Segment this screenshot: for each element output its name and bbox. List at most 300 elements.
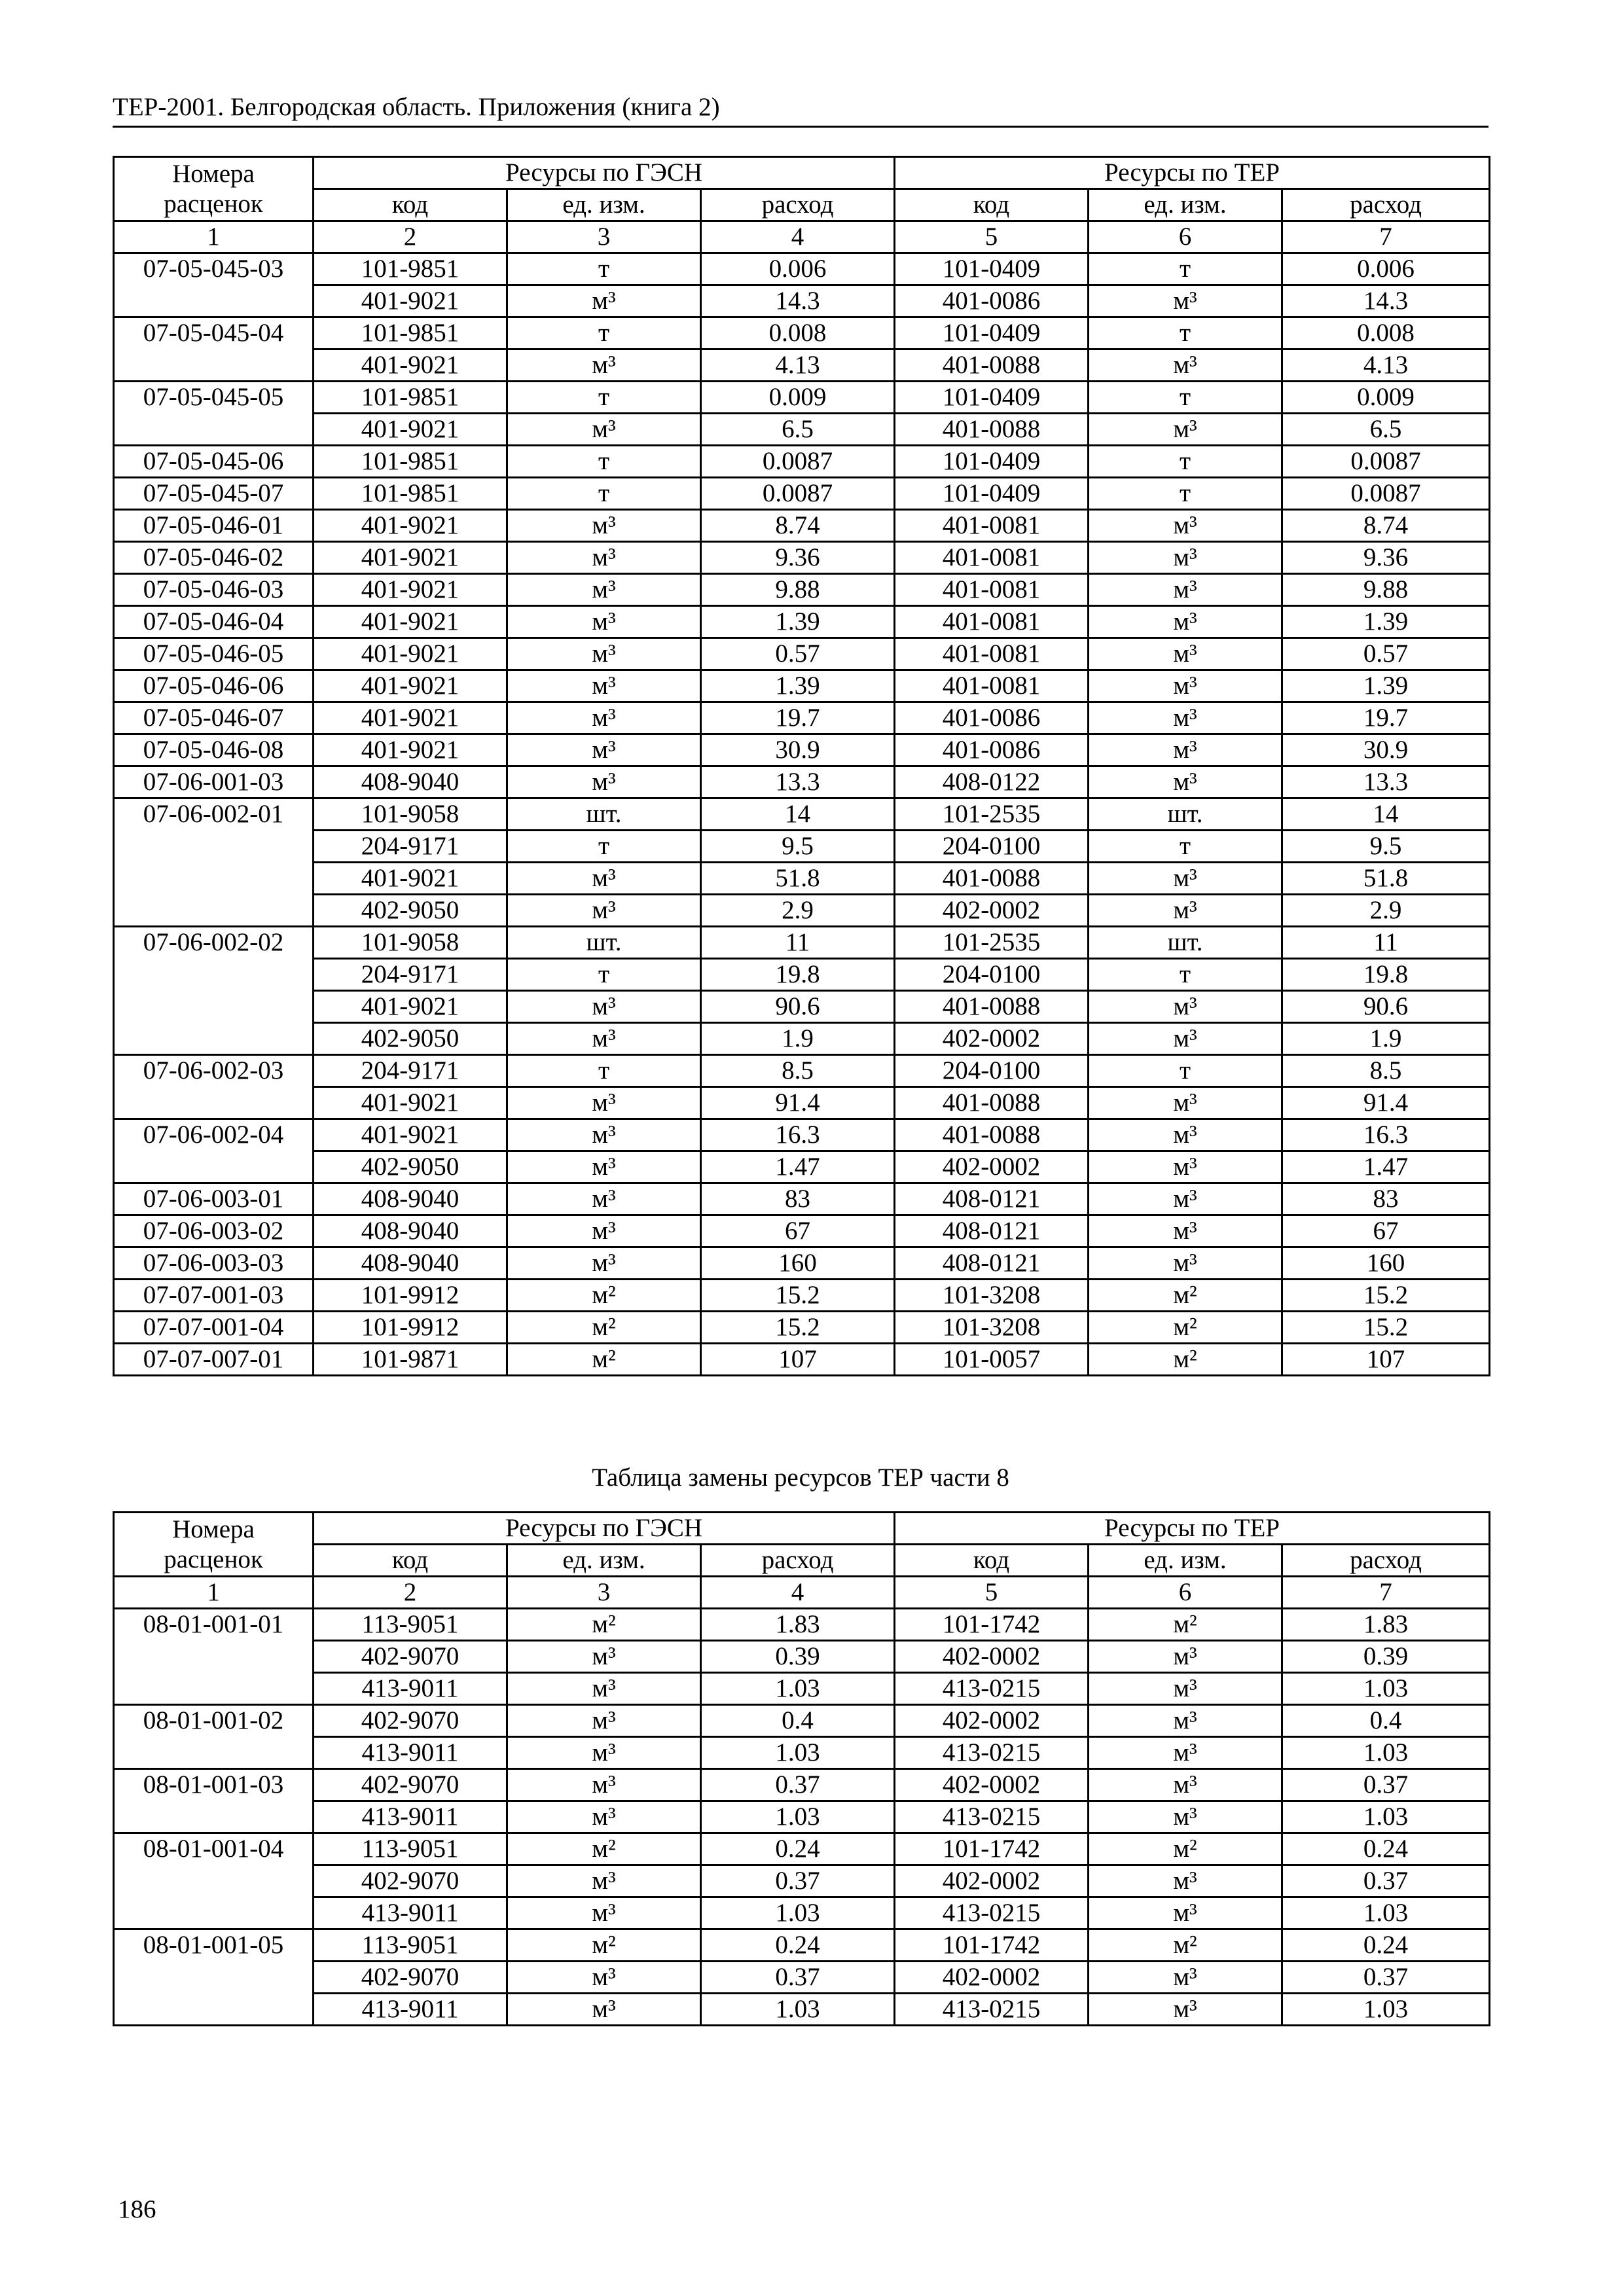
ter-code-cell: 401-0081	[895, 510, 1089, 542]
column-number: 1	[114, 221, 314, 253]
gesn-consumption-cell: 91.4	[701, 1087, 895, 1119]
gesn-code-cell: 408-9040	[314, 1215, 507, 1247]
ter-consumption-cell: 1.47	[1282, 1151, 1490, 1183]
gesn-code-cell: 401-9021	[314, 510, 507, 542]
ter-unit-cell: шт.	[1089, 927, 1282, 959]
gesn-code-cell: 402-9050	[314, 1151, 507, 1183]
ter-code-cell: 413-0215	[895, 1994, 1089, 2026]
gesn-unit-cell: м³	[507, 702, 701, 734]
gesn-code-cell: 408-9040	[314, 1183, 507, 1215]
gesn-unit-cell: м²	[507, 1929, 701, 1962]
gesn-code-cell: 401-9021	[314, 702, 507, 734]
gesn-code-cell: 204-9171	[314, 959, 507, 991]
gesn-code-cell: 401-9021	[314, 574, 507, 606]
table-row	[114, 414, 1490, 446]
gesn-consumption-cell: 90.6	[701, 991, 895, 1023]
gesn-code-cell: 413-9011	[314, 1897, 507, 1929]
table2-body	[114, 1609, 1490, 2026]
gesn-unit-cell: м³	[507, 638, 701, 670]
column-number: 4	[701, 221, 895, 253]
ter-code-cell: 204-0100	[895, 959, 1089, 991]
ter-unit-cell: м³	[1089, 702, 1282, 734]
table-row	[114, 1151, 1490, 1183]
subheader-row	[114, 1545, 1490, 1577]
ter-consumption-cell: 4.13	[1282, 350, 1490, 382]
ter-unit-cell: м³	[1089, 863, 1282, 895]
table-row	[114, 670, 1490, 702]
gesn-code-cell: 402-9050	[314, 895, 507, 927]
gesn-consumption-cell: 0.37	[701, 1865, 895, 1897]
ter-code-cell: 101-3208	[895, 1280, 1089, 1312]
gesn-code-cell: 101-9851	[314, 446, 507, 478]
gesn-unit-cell: т	[507, 446, 701, 478]
gesn-unit-cell: м³	[507, 991, 701, 1023]
gesn-unit-cell: м²	[507, 1344, 701, 1376]
ter-consumption-cell: 9.36	[1282, 542, 1490, 574]
table-row	[114, 1673, 1490, 1705]
ter-code-cell: 402-0002	[895, 1865, 1089, 1897]
table-row	[114, 959, 1490, 991]
subheader-code: код	[895, 1545, 1089, 1577]
gesn-consumption-cell: 14.3	[701, 285, 895, 317]
rate-number-cell: 07-06-001-03	[114, 766, 314, 798]
gesn-unit-cell: м³	[507, 895, 701, 927]
gesn-consumption-cell: 1.03	[701, 1737, 895, 1769]
table-row	[114, 510, 1490, 542]
ter-code-cell: 101-0409	[895, 317, 1089, 350]
gesn-unit-cell: т	[507, 831, 701, 863]
gesn-code-cell: 113-9051	[314, 1609, 507, 1641]
gesn-unit-cell: м²	[507, 1312, 701, 1344]
gesn-unit-cell: м³	[507, 1673, 701, 1705]
ter-code-cell: 101-0057	[895, 1344, 1089, 1376]
gesn-code-cell: 402-9070	[314, 1769, 507, 1801]
table-row	[114, 798, 1490, 831]
table-row	[114, 1312, 1490, 1344]
gesn-unit-cell: м³	[507, 350, 701, 382]
table-row	[114, 1247, 1490, 1280]
gesn-unit-cell: т	[507, 317, 701, 350]
page-header: ТЕР-2001. Белгородская область. Приложения (книга 2)	[113, 90, 1489, 128]
gesn-consumption-cell: 0.39	[701, 1641, 895, 1673]
ter-consumption-cell: 0.006	[1282, 253, 1490, 285]
gesn-code-cell: 413-9011	[314, 1994, 507, 2026]
ter-consumption-cell: 1.39	[1282, 606, 1490, 638]
page-number: 186	[118, 2195, 156, 2223]
gesn-code-cell: 401-9021	[314, 991, 507, 1023]
gesn-consumption-cell: 8.5	[701, 1055, 895, 1087]
subheader-consumption: расход	[701, 189, 895, 221]
gesn-code-cell: 113-9051	[314, 1929, 507, 1962]
subheader-unit: ед. изм.	[507, 189, 701, 221]
ter-unit-cell: т	[1089, 317, 1282, 350]
ter-code-cell: 402-0002	[895, 1769, 1089, 1801]
ter-unit-cell: м³	[1089, 1215, 1282, 1247]
gesn-consumption-cell: 15.2	[701, 1312, 895, 1344]
column-number: 1	[114, 1577, 314, 1609]
gesn-consumption-cell: 67	[701, 1215, 895, 1247]
gesn-code-cell: 408-9040	[314, 766, 507, 798]
table-row	[114, 1023, 1490, 1055]
table2-caption: Таблица замены ресурсов ТЕР части 8	[592, 1463, 1009, 1492]
ter-consumption-cell: 0.0087	[1282, 478, 1490, 510]
ter-unit-cell: м³	[1089, 734, 1282, 766]
ter-unit-cell: м³	[1089, 1087, 1282, 1119]
gesn-code-cell: 413-9011	[314, 1801, 507, 1833]
ter-code-cell: 401-0088	[895, 414, 1089, 446]
table-row	[114, 863, 1490, 895]
gesn-code-cell: 101-9058	[314, 798, 507, 831]
ter-code-cell: 101-2535	[895, 927, 1089, 959]
header-ter-resources: Ресурсы по ТЕР	[895, 157, 1490, 189]
table-row	[114, 1929, 1490, 1962]
table-row	[114, 1215, 1490, 1247]
gesn-consumption-cell: 16.3	[701, 1119, 895, 1151]
ter-consumption-cell: 30.9	[1282, 734, 1490, 766]
ter-code-cell: 402-0002	[895, 1962, 1089, 1994]
gesn-unit-cell: м³	[507, 1215, 701, 1247]
table-row	[114, 1055, 1490, 1087]
gesn-unit-cell: м²	[507, 1833, 701, 1865]
gesn-consumption-cell: 30.9	[701, 734, 895, 766]
gesn-consumption-cell: 0.009	[701, 382, 895, 414]
ter-code-cell: 204-0100	[895, 1055, 1089, 1087]
rate-number-cell: 07-05-046-02	[114, 542, 314, 574]
rate-number-cell: 07-06-003-03	[114, 1247, 314, 1280]
gesn-unit-cell: м³	[507, 1119, 701, 1151]
subheader-unit: ед. изм.	[1089, 189, 1282, 221]
rate-number-cell: 07-06-003-02	[114, 1215, 314, 1247]
ter-code-cell: 402-0002	[895, 1705, 1089, 1737]
gesn-code-cell: 401-9021	[314, 863, 507, 895]
gesn-unit-cell: м³	[507, 670, 701, 702]
gesn-code-cell: 101-9912	[314, 1312, 507, 1344]
rate-number-cell: 08-01-001-01	[114, 1609, 314, 1705]
gesn-unit-cell: м³	[507, 1641, 701, 1673]
gesn-unit-cell: м³	[507, 1247, 701, 1280]
ter-unit-cell: м³	[1089, 606, 1282, 638]
gesn-consumption-cell: 19.8	[701, 959, 895, 991]
column-number-row	[114, 1577, 1490, 1609]
gesn-unit-cell: м³	[507, 1705, 701, 1737]
gesn-unit-cell: м³	[507, 1087, 701, 1119]
gesn-unit-cell: м³	[507, 1151, 701, 1183]
table-row	[114, 574, 1490, 606]
table-row	[114, 1087, 1490, 1119]
ter-unit-cell: шт.	[1089, 798, 1282, 831]
table-row	[114, 1183, 1490, 1215]
ter-unit-cell: м³	[1089, 1769, 1282, 1801]
table-row	[114, 478, 1490, 510]
table-row	[114, 542, 1490, 574]
gesn-consumption-cell: 2.9	[701, 895, 895, 927]
ter-unit-cell: м³	[1089, 1737, 1282, 1769]
gesn-unit-cell: м²	[507, 1280, 701, 1312]
table-row	[114, 638, 1490, 670]
gesn-code-cell: 101-9851	[314, 253, 507, 285]
ter-code-cell: 101-0409	[895, 478, 1089, 510]
subheader-unit: ед. изм.	[1089, 1545, 1282, 1577]
header-rate-numbers: Номера расценок	[114, 157, 314, 221]
rate-number-cell: 07-06-002-03	[114, 1055, 314, 1119]
rate-number-cell: 07-07-001-03	[114, 1280, 314, 1312]
table-row	[114, 734, 1490, 766]
gesn-code-cell: 401-9021	[314, 285, 507, 317]
table-row	[114, 606, 1490, 638]
ter-unit-cell: м³	[1089, 1705, 1282, 1737]
column-number: 2	[314, 1577, 507, 1609]
ter-code-cell: 101-0409	[895, 253, 1089, 285]
ter-unit-cell: м³	[1089, 510, 1282, 542]
ter-code-cell: 413-0215	[895, 1897, 1089, 1929]
ter-code-cell: 413-0215	[895, 1801, 1089, 1833]
rate-number-cell: 07-05-045-05	[114, 382, 314, 446]
subheader-consumption: расход	[701, 1545, 895, 1577]
rate-number-cell: 08-01-001-05	[114, 1929, 314, 2026]
subheader-consumption: расход	[1282, 1545, 1490, 1577]
rate-number-cell: 07-05-046-04	[114, 606, 314, 638]
gesn-consumption-cell: 1.9	[701, 1023, 895, 1055]
gesn-unit-cell: м³	[507, 1865, 701, 1897]
subheader-code: код	[314, 1545, 507, 1577]
gesn-unit-cell: м³	[507, 414, 701, 446]
column-number: 3	[507, 221, 701, 253]
ter-consumption-cell: 14.3	[1282, 285, 1490, 317]
ter-code-cell: 401-0081	[895, 606, 1089, 638]
ter-unit-cell: м³	[1089, 1897, 1282, 1929]
ter-consumption-cell: 1.03	[1282, 1897, 1490, 1929]
ter-unit-cell: т	[1089, 253, 1282, 285]
column-number: 5	[895, 221, 1089, 253]
ter-consumption-cell: 107	[1282, 1344, 1490, 1376]
ter-code-cell: 413-0215	[895, 1737, 1089, 1769]
gesn-consumption-cell: 11	[701, 927, 895, 959]
ter-consumption-cell: 0.24	[1282, 1833, 1490, 1865]
gesn-unit-cell: м³	[507, 863, 701, 895]
ter-consumption-cell: 51.8	[1282, 863, 1490, 895]
ter-unit-cell: т	[1089, 1055, 1282, 1087]
ter-consumption-cell: 8.5	[1282, 1055, 1490, 1087]
gesn-code-cell: 101-9851	[314, 478, 507, 510]
table-row	[114, 991, 1490, 1023]
rate-number-cell: 08-01-001-03	[114, 1769, 314, 1833]
table-row	[114, 1801, 1490, 1833]
table-row	[114, 253, 1490, 285]
ter-consumption-cell: 14	[1282, 798, 1490, 831]
table-row	[114, 1119, 1490, 1151]
ter-unit-cell: м³	[1089, 638, 1282, 670]
gesn-code-cell: 101-9058	[314, 927, 507, 959]
ter-consumption-cell: 0.008	[1282, 317, 1490, 350]
ter-consumption-cell: 13.3	[1282, 766, 1490, 798]
ter-unit-cell: м²	[1089, 1344, 1282, 1376]
gesn-unit-cell: м³	[507, 285, 701, 317]
gesn-unit-cell: м³	[507, 1023, 701, 1055]
gesn-code-cell: 101-9871	[314, 1344, 507, 1376]
gesn-unit-cell: т	[507, 382, 701, 414]
column-number-row	[114, 221, 1490, 253]
gesn-consumption-cell: 9.36	[701, 542, 895, 574]
rate-number-cell: 07-05-045-03	[114, 253, 314, 317]
ter-unit-cell: м²	[1089, 1312, 1282, 1344]
ter-consumption-cell: 19.7	[1282, 702, 1490, 734]
ter-code-cell: 401-0088	[895, 1087, 1089, 1119]
ter-unit-cell: т	[1089, 959, 1282, 991]
header-rate-numbers: Номера расценок	[114, 1513, 314, 1577]
table-row	[114, 446, 1490, 478]
ter-consumption-cell: 1.03	[1282, 1737, 1490, 1769]
ter-consumption-cell: 0.37	[1282, 1962, 1490, 1994]
ter-unit-cell: м²	[1089, 1609, 1282, 1641]
gesn-code-cell: 402-9070	[314, 1641, 507, 1673]
table-row	[114, 350, 1490, 382]
gesn-consumption-cell: 1.03	[701, 1801, 895, 1833]
ter-consumption-cell: 91.4	[1282, 1087, 1490, 1119]
gesn-code-cell: 401-9021	[314, 414, 507, 446]
ter-unit-cell: м³	[1089, 542, 1282, 574]
header-ter-resources: Ресурсы по ТЕР	[895, 1513, 1490, 1545]
ter-consumption-cell: 0.37	[1282, 1769, 1490, 1801]
gesn-consumption-cell: 0.008	[701, 317, 895, 350]
ter-code-cell: 401-0086	[895, 734, 1089, 766]
gesn-consumption-cell: 0.4	[701, 1705, 895, 1737]
ter-code-cell: 401-0086	[895, 285, 1089, 317]
rate-number-cell: 07-05-046-01	[114, 510, 314, 542]
gesn-code-cell: 401-9021	[314, 606, 507, 638]
ter-unit-cell: м³	[1089, 1994, 1282, 2026]
ter-code-cell: 101-2535	[895, 798, 1089, 831]
rate-number-cell: 07-05-045-07	[114, 478, 314, 510]
ter-unit-cell: т	[1089, 446, 1282, 478]
table-row	[114, 766, 1490, 798]
table1-body	[114, 253, 1490, 1376]
ter-unit-cell: т	[1089, 382, 1282, 414]
gesn-consumption-cell: 107	[701, 1344, 895, 1376]
ter-code-cell: 401-0088	[895, 863, 1089, 895]
ter-unit-cell: м³	[1089, 285, 1282, 317]
gesn-consumption-cell: 6.5	[701, 414, 895, 446]
ter-code-cell: 401-0088	[895, 991, 1089, 1023]
header-gesn-resources: Ресурсы по ГЭСН	[314, 1513, 895, 1545]
gesn-unit-cell: м³	[507, 510, 701, 542]
gesn-consumption-cell: 1.03	[701, 1673, 895, 1705]
column-number: 6	[1089, 221, 1282, 253]
table-row	[114, 382, 1490, 414]
ter-code-cell: 101-0409	[895, 446, 1089, 478]
subheader-code: код	[895, 189, 1089, 221]
ter-code-cell: 401-0081	[895, 670, 1089, 702]
table-row	[114, 1641, 1490, 1673]
rate-number-cell: 07-06-002-02	[114, 927, 314, 1055]
rate-number-cell: 08-01-001-04	[114, 1833, 314, 1929]
ter-consumption-cell: 9.5	[1282, 831, 1490, 863]
ter-consumption-cell: 15.2	[1282, 1280, 1490, 1312]
ter-code-cell: 401-0081	[895, 574, 1089, 606]
ter-consumption-cell: 0.39	[1282, 1641, 1490, 1673]
subheader-row	[114, 189, 1490, 221]
gesn-consumption-cell: 8.74	[701, 510, 895, 542]
ter-code-cell: 408-0121	[895, 1183, 1089, 1215]
gesn-consumption-cell: 0.57	[701, 638, 895, 670]
gesn-code-cell: 204-9171	[314, 1055, 507, 1087]
gesn-code-cell: 402-9070	[314, 1705, 507, 1737]
gesn-unit-cell: м³	[507, 1994, 701, 2026]
gesn-consumption-cell: 1.47	[701, 1151, 895, 1183]
ter-unit-cell: м³	[1089, 991, 1282, 1023]
table-row	[114, 1994, 1490, 2026]
ter-consumption-cell: 160	[1282, 1247, 1490, 1280]
table-row	[114, 285, 1490, 317]
table-row	[114, 1769, 1490, 1801]
gesn-unit-cell: шт.	[507, 798, 701, 831]
rate-number-cell: 07-05-046-06	[114, 670, 314, 702]
gesn-unit-cell: м²	[507, 1609, 701, 1641]
ter-code-cell: 401-0088	[895, 350, 1089, 382]
gesn-unit-cell: т	[507, 478, 701, 510]
ter-code-cell: 101-1742	[895, 1929, 1089, 1962]
subheader-code: код	[314, 189, 507, 221]
column-number: 2	[314, 221, 507, 253]
gesn-code-cell: 401-9021	[314, 670, 507, 702]
ter-unit-cell: т	[1089, 478, 1282, 510]
gesn-unit-cell: шт.	[507, 927, 701, 959]
ter-consumption-cell: 67	[1282, 1215, 1490, 1247]
column-number: 5	[895, 1577, 1089, 1609]
table-row	[114, 1737, 1490, 1769]
resource-table-part8	[113, 1511, 1490, 2026]
ter-consumption-cell: 90.6	[1282, 991, 1490, 1023]
ter-unit-cell: м³	[1089, 1183, 1282, 1215]
gesn-consumption-cell: 0.24	[701, 1929, 895, 1962]
table-row	[114, 317, 1490, 350]
ter-code-cell: 101-0409	[895, 382, 1089, 414]
gesn-consumption-cell: 4.13	[701, 350, 895, 382]
table-row	[114, 1833, 1490, 1865]
table-row	[114, 927, 1490, 959]
column-number: 4	[701, 1577, 895, 1609]
rate-number-cell: 07-07-007-01	[114, 1344, 314, 1376]
table-row	[114, 1865, 1490, 1897]
gesn-consumption-cell: 14	[701, 798, 895, 831]
ter-code-cell: 402-0002	[895, 1023, 1089, 1055]
ter-unit-cell: м³	[1089, 350, 1282, 382]
gesn-consumption-cell: 0.37	[701, 1962, 895, 1994]
ter-code-cell: 101-3208	[895, 1312, 1089, 1344]
ter-code-cell: 408-0121	[895, 1215, 1089, 1247]
gesn-code-cell: 401-9021	[314, 1087, 507, 1119]
table-row	[114, 702, 1490, 734]
gesn-code-cell: 113-9051	[314, 1833, 507, 1865]
table-row	[114, 1705, 1490, 1737]
ter-consumption-cell: 1.03	[1282, 1801, 1490, 1833]
ter-code-cell: 402-0002	[895, 1641, 1089, 1673]
ter-consumption-cell: 1.03	[1282, 1994, 1490, 2026]
gesn-consumption-cell: 1.03	[701, 1994, 895, 2026]
gesn-code-cell: 204-9171	[314, 831, 507, 863]
table-row	[114, 1344, 1490, 1376]
ter-unit-cell: м²	[1089, 1929, 1282, 1962]
rate-number-cell: 07-06-003-01	[114, 1183, 314, 1215]
ter-unit-cell: м³	[1089, 1247, 1282, 1280]
ter-consumption-cell: 0.24	[1282, 1929, 1490, 1962]
ter-unit-cell: м²	[1089, 1280, 1282, 1312]
ter-code-cell: 402-0002	[895, 1151, 1089, 1183]
gesn-unit-cell: м³	[507, 606, 701, 638]
gesn-unit-cell: м³	[507, 1183, 701, 1215]
ter-unit-cell: т	[1089, 831, 1282, 863]
rate-number-cell: 07-06-002-01	[114, 798, 314, 927]
ter-unit-cell: м³	[1089, 1673, 1282, 1705]
